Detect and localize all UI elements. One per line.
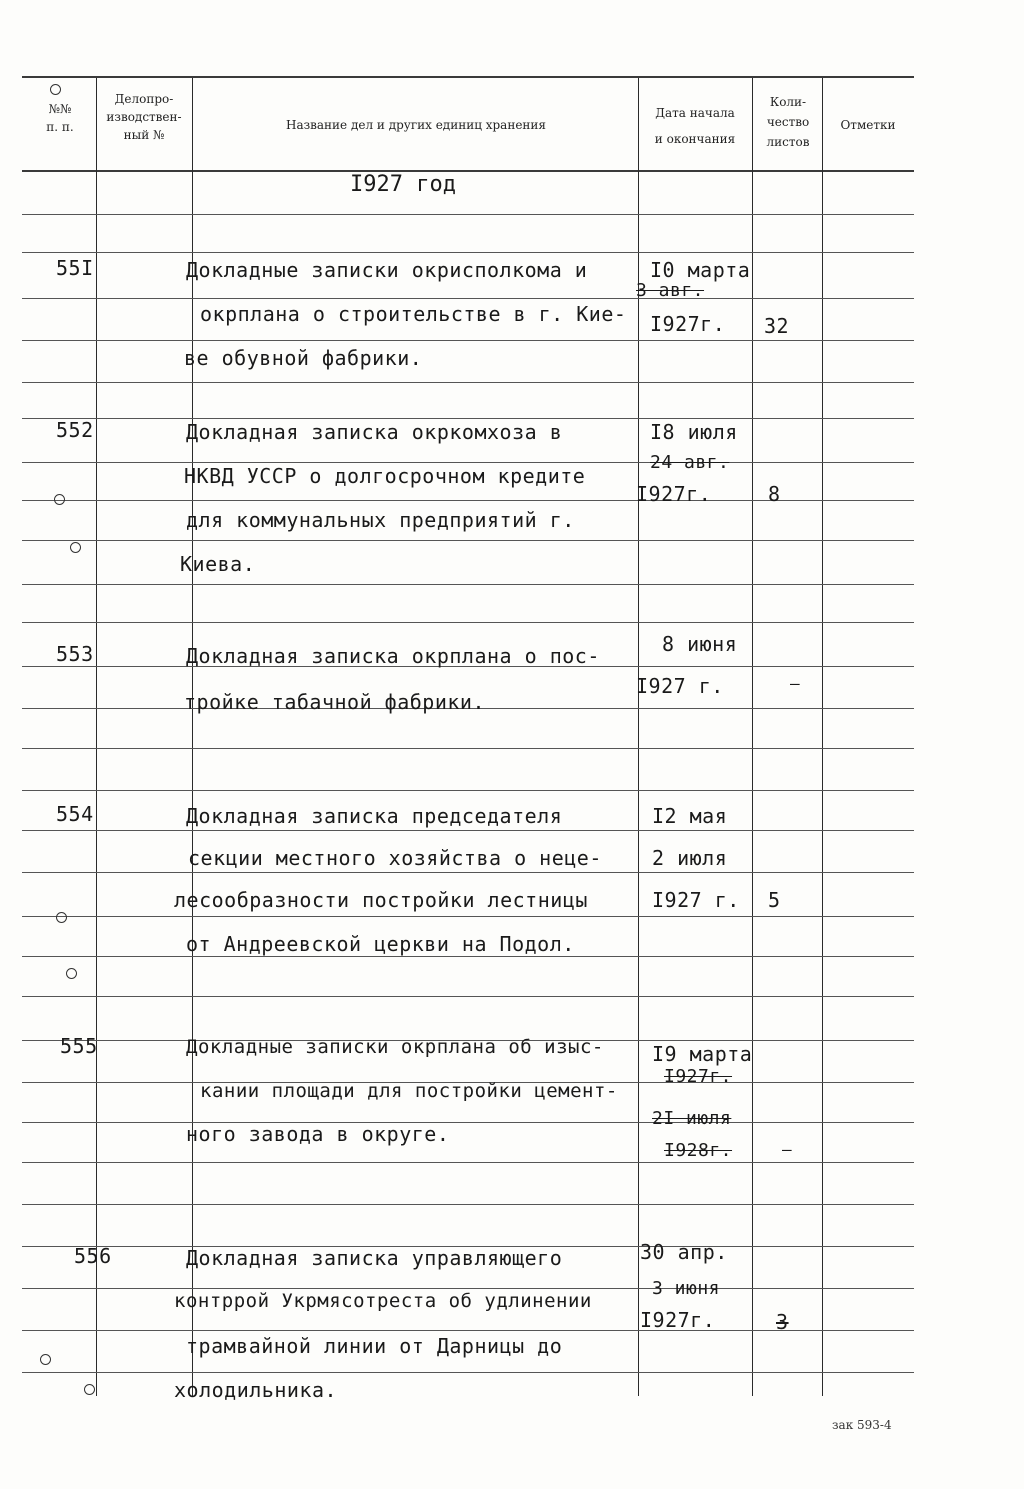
ruled-line xyxy=(22,790,914,791)
entry-sheets: 5 xyxy=(768,888,781,912)
entry-date: 8 июня xyxy=(662,632,738,656)
entry-title-line: ного завода в округе. xyxy=(186,1122,450,1146)
entry-number: 556 xyxy=(74,1244,112,1268)
punch-hole xyxy=(84,1384,95,1395)
entry-date: I927г. xyxy=(650,312,726,336)
entry-date: I928г. xyxy=(664,1140,733,1161)
col-line-3 xyxy=(638,78,639,1396)
punch-hole xyxy=(66,968,77,979)
entry-title-line: Докладная записка управляющего xyxy=(186,1246,563,1270)
ruled-line xyxy=(22,956,914,957)
entry-title-line: НКВД УССР о долгосрочном кредите xyxy=(184,464,586,488)
col-line-1 xyxy=(96,78,97,1396)
ruled-line xyxy=(22,340,914,341)
entry-title-line: окрплана о строительстве в г. Кие- xyxy=(200,302,627,326)
col-line-5 xyxy=(822,78,823,1396)
entry-number: 552 xyxy=(56,418,94,442)
entry-date: 30 апр. xyxy=(640,1240,728,1264)
print-order-mark: зак 593-4 xyxy=(832,1418,892,1432)
ruled-line xyxy=(22,916,914,917)
entry-date: I927г. xyxy=(664,1066,733,1087)
entry-date: I927г. xyxy=(640,1308,716,1332)
entry-sheets: – xyxy=(790,674,801,693)
entry-sheets: 3 xyxy=(776,1310,789,1334)
entry-title-line: Докладные записки окрплана об изыс- xyxy=(186,1036,604,1058)
entry-title-line: тройке табачной фабрики. xyxy=(184,690,485,714)
ruled-line xyxy=(22,540,914,541)
entry-title-line: Докладная записка окркомхоза в xyxy=(186,420,563,444)
ruled-line xyxy=(22,622,914,623)
ruled-line xyxy=(22,830,914,831)
entry-date: 3 авг. xyxy=(636,280,705,301)
ruled-line xyxy=(22,214,914,215)
header-col-sheets: Коли- чество листов xyxy=(766,95,810,149)
punch-hole xyxy=(40,1354,51,1365)
entry-number: 554 xyxy=(56,802,94,826)
entry-date: I8 июля xyxy=(650,420,738,444)
punch-hole xyxy=(56,912,67,923)
entry-date: I927г. xyxy=(636,482,712,506)
ruled-line xyxy=(22,418,914,419)
entry-date: I9 марта xyxy=(652,1042,753,1066)
punch-hole xyxy=(50,84,61,95)
punch-hole xyxy=(70,542,81,553)
entry-number: 55I xyxy=(56,256,94,280)
header-col-num: №№ п. п. xyxy=(46,102,74,134)
ruled-line xyxy=(22,298,914,299)
ruled-line xyxy=(22,996,914,997)
entry-date: I0 марта xyxy=(650,258,751,282)
entry-title-line: Докладная записка окрплана о пос- xyxy=(186,644,600,668)
entry-title-line: трамвайной линии от Дарницы до xyxy=(186,1334,563,1358)
entry-date: 2I июля xyxy=(652,1108,732,1129)
entry-title-line: Докладные записки окрисполкома и xyxy=(186,258,588,282)
entry-title-line: для коммунальных предприятий г. xyxy=(186,508,575,532)
ruled-line xyxy=(22,1204,914,1205)
ruled-line xyxy=(22,1162,914,1163)
header-col-dates: Дата начала и окончания xyxy=(654,106,736,146)
entry-title-line: ве обувной фабрики. xyxy=(184,346,423,370)
header-col-office: Делопро- изводствен- ный № xyxy=(106,92,182,142)
entry-sheets: 8 xyxy=(768,482,781,506)
entry-title-line: лесообразности постройки лестницы xyxy=(174,888,588,912)
entry-date: 2 июля xyxy=(652,846,728,870)
entry-number: 553 xyxy=(56,642,94,666)
ruled-line xyxy=(22,462,914,463)
entry-title-line: Киева. xyxy=(180,552,256,576)
entry-title-line: контррой Укрмясотреста об удлинении xyxy=(174,1290,592,1312)
col-line-4 xyxy=(752,78,753,1396)
entry-date: I927 г. xyxy=(652,888,740,912)
header-col-title: Название дел и других единиц хранения xyxy=(285,118,546,132)
ruled-line xyxy=(22,382,914,383)
ruled-line xyxy=(22,252,914,253)
punch-hole xyxy=(54,494,65,505)
ruled-line xyxy=(22,1288,914,1289)
entry-date: 24 авг. xyxy=(650,452,730,473)
entry-title-line: от Андреевской церкви на Подол. xyxy=(186,932,575,956)
entry-title-line: секции местного хозяйства о неце- xyxy=(188,846,602,870)
entry-sheets: 32 xyxy=(764,314,790,338)
entry-date: 3 июня xyxy=(652,1278,721,1299)
entry-sheets: – xyxy=(782,1140,793,1159)
ruled-line xyxy=(22,1122,914,1123)
header-col-notes: Отметки xyxy=(840,118,896,132)
entry-number: 555 xyxy=(60,1034,98,1058)
year-heading: I927 год xyxy=(350,172,456,197)
entry-title-line: холодильника. xyxy=(174,1378,338,1402)
entry-date: I927 г. xyxy=(636,674,724,698)
ruled-line xyxy=(22,748,914,749)
table-top-rule xyxy=(22,76,914,78)
ruled-line xyxy=(22,584,914,585)
ruled-line xyxy=(22,872,914,873)
entry-title-line: Докладная записка председателя xyxy=(186,804,563,828)
header-bottom-rule xyxy=(22,170,914,172)
entry-date: I2 мая xyxy=(652,804,728,828)
entry-title-line: кании площади для постройки цемент- xyxy=(200,1080,618,1102)
ruled-line xyxy=(22,1372,914,1373)
